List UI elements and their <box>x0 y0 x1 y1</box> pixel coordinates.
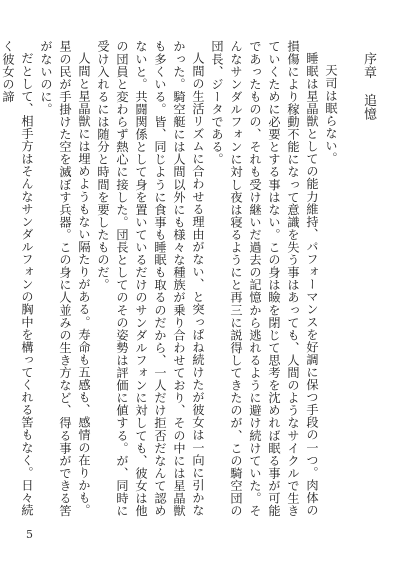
chapter-heading <box>359 40 378 520</box>
chapter-label: 序章 <box>361 52 376 80</box>
vertical-text-body <box>1 40 378 520</box>
paragraph: 人間の生活リズムに合わせる理由がない、と突っぱね続けたが彼女は一向に引かなかった。騎空艇には人間以外にも様々な種族が乗り合わせており、その中には星晶獣も多くいる。皆、同じように食事も睡眠も取るのだから、一人だけ拒否だなんて認めないと。共闘関係として身を置いているだけのサンダルフォンに対しても、彼女は他の団員と変わらず熱心に接した。団長としてのその姿勢は評価に値する。が、同時に受け入れるには随分と時間を要したものだ。 <box>96 40 205 517</box>
paragraph: 人間と星晶獣には埋めようもない隔たりがある。寿命も五感も、感情の在りかも。星の民が手掛けた空を滅ぼす兵器。この身に人並みの生き方など、得る事ができる筈がないのに。 <box>39 40 91 517</box>
paragraph: 天司は眠らない。 <box>324 64 338 165</box>
page-number: 5 <box>26 528 33 541</box>
chapter-title: 追憶 <box>361 93 376 122</box>
paragraph: だとして、相手方はそんなサンダルフォンの胸中を構ってくれる筈もなく。日々続く彼女の諦 <box>1 40 34 517</box>
paragraph: 睡眠は星晶獣としての能力維持、パフォーマンスを好調に保つ手段の一つ。肉体の損傷により稼動不能になって意識を失う事はあっても、人間のようなサイクルで生きていくために必要とする事はない。この身は瞼を閉じて思考を沈めれば眠る事が可能であったものの、それも受け継いだ過去の記憶から逃れるように避け続けていた。そんなサンダルフォンに対し夜は寝るようにと再三に説得してきたのが、この騎空団の団長、ジータである。 <box>210 40 319 517</box>
